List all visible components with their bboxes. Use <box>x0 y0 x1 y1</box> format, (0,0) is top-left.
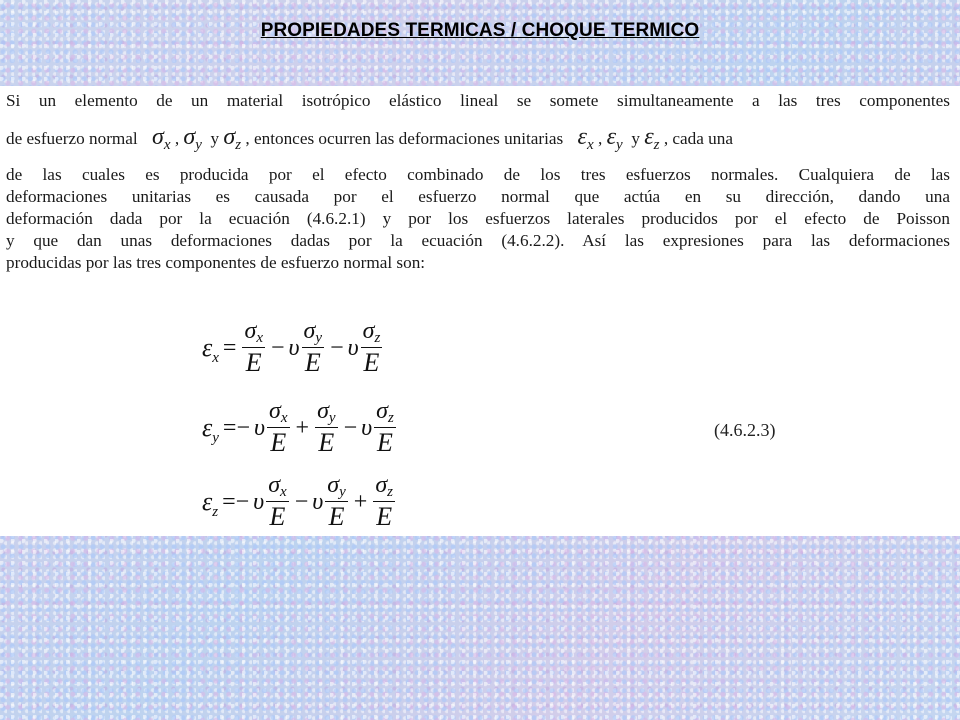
subscript-x: x <box>212 350 219 366</box>
equation-number: (4.6.2.3) <box>714 420 776 440</box>
nu-symbol: υ <box>288 334 300 361</box>
equals-sign: = <box>222 334 237 361</box>
equation-epsilon-y <box>202 398 398 458</box>
subscript-z: z <box>235 137 242 153</box>
fraction <box>302 318 325 378</box>
text-segment: , entonces ocurren las deformaciones unitarias <box>245 129 564 148</box>
minus-sign: − <box>270 334 285 361</box>
paragraph-line-4: deformaciones unitarias es causada por el esfuerzo normal que actúa en su dirección, dando una <box>6 187 950 206</box>
subscript-x: x <box>280 410 288 426</box>
epsilon-symbol: ε <box>202 413 213 442</box>
page-title: PROPIEDADES TERMICAS / CHOQUE TERMICO <box>260 20 700 41</box>
nu-symbol: υ <box>347 334 359 361</box>
fraction <box>266 472 289 532</box>
modulus-e: E <box>363 348 380 377</box>
subscript-x: x <box>587 137 594 153</box>
subscript-y: y <box>195 137 202 153</box>
equation-epsilon-z <box>202 472 397 532</box>
plus-sign: + <box>353 488 368 515</box>
minus-sign: − <box>343 414 358 441</box>
epsilon-symbol: ε <box>606 124 617 150</box>
fraction <box>361 318 383 378</box>
equals-minus-sign: =− <box>222 414 250 441</box>
equation-epsilon-x <box>202 318 384 378</box>
sigma-symbol: σ <box>223 124 236 150</box>
sigma-symbol: σ <box>183 124 196 150</box>
paragraph-line-5: deformación dada por la ecuación (4.6.2.1) y por los esfuerzos laterales producidos por el efecto de Poisson <box>6 209 950 228</box>
paragraph-line-3: de las cuales es producida por el efecto combinado de los tres esfuerzos normales. Cualquiera de las <box>6 165 950 184</box>
content-panel <box>0 86 960 536</box>
equals-minus-sign: =− <box>222 488 250 515</box>
epsilon-symbol: ε <box>202 333 213 362</box>
fraction <box>325 472 348 532</box>
subscript-y: y <box>212 430 219 446</box>
epsilon-symbol: ε <box>202 487 213 516</box>
subscript-y: y <box>315 330 323 346</box>
subscript-z: z <box>653 137 660 153</box>
subscript-y: y <box>616 137 623 153</box>
paragraph-line-2 <box>6 126 950 151</box>
fraction <box>373 472 395 532</box>
subscript-y: y <box>339 484 346 500</box>
nu-symbol: υ <box>254 414 266 441</box>
paragraph-line-6: y que dan unas deformaciones dadas por la ecuación (4.6.2.2). Así las expresiones para las deformaciones <box>6 231 950 250</box>
text-segment: , cada una <box>663 129 733 148</box>
sigma-symbol: σ <box>327 472 340 498</box>
comma-text: , <box>597 129 603 148</box>
minus-sign: − <box>294 488 309 515</box>
subscript-x: x <box>280 484 287 500</box>
text-segment: de esfuerzo normal <box>6 129 138 148</box>
modulus-e: E <box>304 348 321 377</box>
modulus-e: E <box>328 502 345 531</box>
conjunction-text: y <box>210 129 220 148</box>
modulus-e: E <box>376 502 393 531</box>
paragraph-line-7: producidas por las tres componentes de esfuerzo normal son: <box>6 253 426 272</box>
sigma-symbol: σ <box>375 472 388 498</box>
sigma-symbol: σ <box>362 318 375 344</box>
paragraph-line-1: Si un elemento de un material isotrópico elástico lineal se somete simultaneamente a las tres componentes <box>6 91 950 110</box>
minus-sign: − <box>330 334 344 361</box>
plus-sign: + <box>295 414 310 441</box>
sigma-symbol: σ <box>244 318 257 344</box>
nu-symbol: υ <box>253 488 265 515</box>
sigma-symbol: σ <box>376 398 388 424</box>
epsilon-symbol: ε <box>644 124 654 150</box>
subscript-x: x <box>163 137 171 153</box>
sigma-symbol: σ <box>317 398 329 424</box>
epsilon-symbol: ε <box>577 124 588 150</box>
fraction <box>374 398 396 458</box>
modulus-e: E <box>269 502 286 531</box>
modulus-e: E <box>377 428 393 457</box>
fraction <box>315 398 338 458</box>
modulus-e: E <box>270 428 287 457</box>
sigma-symbol: σ <box>268 472 281 498</box>
fraction <box>267 398 290 458</box>
comma-text: , <box>174 129 180 148</box>
subscript-z: z <box>388 410 394 426</box>
fraction <box>242 318 265 378</box>
sigma-symbol: σ <box>269 398 281 424</box>
subscript-x: x <box>256 330 263 346</box>
nu-symbol: υ <box>312 488 324 515</box>
modulus-e: E <box>245 348 262 377</box>
sigma-symbol: σ <box>152 124 164 150</box>
subscript-z: z <box>374 330 381 346</box>
conjunction-text: y <box>631 129 640 148</box>
subscript-z: z <box>387 484 394 500</box>
subscript-z: z <box>212 504 219 520</box>
nu-symbol: υ <box>361 414 373 441</box>
sigma-symbol: σ <box>303 318 316 344</box>
subscript-y: y <box>328 410 336 426</box>
modulus-e: E <box>318 428 335 457</box>
